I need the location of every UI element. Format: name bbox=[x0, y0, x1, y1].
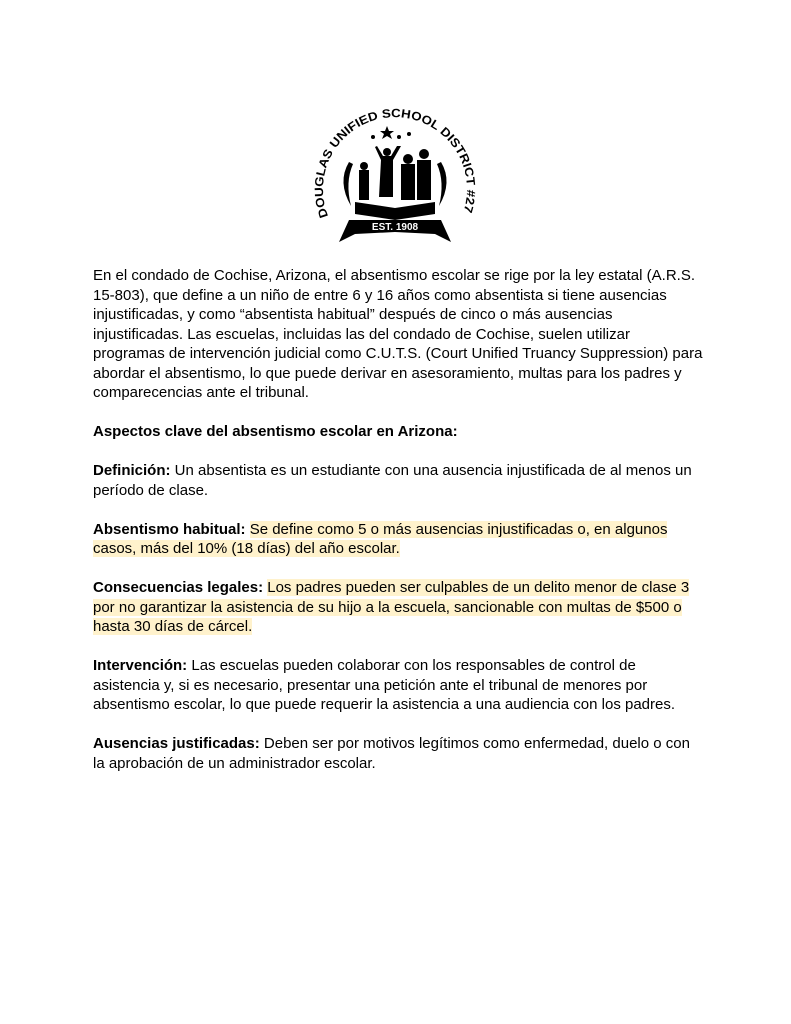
document-body bbox=[93, 266, 705, 793]
intro-paragraph: En el condado de Cochise, Arizona, el absentismo escolar se rige por la ley estatal (A.R.S. 15-803), que define a un niño de entre 6 y 16 años como absentista si tiene ausencias injustificadas, y como “absentista habitual” después de cinco o más ausencias injustificadas. Las escuelas, incluidas las del condado de Cochise, suelen utilizar programas de intervención judicial como C.U.T.S. (Court Unified Truancy Suppression) para abordar el absentismo, lo que puede derivar en asesoramiento, multas para los padres y comparecencias ante el tribunal. bbox=[93, 267, 703, 401]
item-text: Las escuelas pueden colaborar con los responsables de control de asistencia y, si es necesario, presentar una petición ante el tribunal de menores por absentismo escolar, lo que puede requerir la asistencia a una audiencia con los padres. bbox=[93, 657, 676, 713]
item-consecuencias-legales bbox=[93, 578, 705, 637]
district-logo bbox=[305, 88, 485, 256]
item-text: Deben ser por motivos legítimos como enfermedad, duelo o con la aprobación de un administrador escolar. bbox=[93, 735, 690, 772]
logo-banner-text: EST. 1908 bbox=[371, 222, 419, 233]
item-ausencias-justificadas bbox=[93, 734, 705, 773]
logo-arc-text: DOUGLAS UNIFIED SCHOOL DISTRICT #27 bbox=[311, 106, 479, 220]
item-term: Definición: bbox=[93, 462, 171, 479]
item-term: Ausencias justificadas: bbox=[93, 735, 260, 752]
item-term: Intervención: bbox=[93, 657, 188, 674]
item-intervencion bbox=[93, 656, 705, 715]
item-text: Un absentista es un estudiante con una ausencia injustificada de al menos un período de clase. bbox=[93, 462, 692, 499]
item-text-highlighted: Se define como 5 o más ausencias injustificadas o, en algunos casos, más del 10% (18 días) del año escolar. bbox=[93, 520, 668, 557]
item-absentismo-habitual bbox=[93, 520, 705, 559]
section-heading: Aspectos clave del absentismo escolar en Arizona: bbox=[93, 423, 458, 440]
item-term: Absentismo habitual: bbox=[93, 520, 246, 538]
item-term: Consecuencias legales: bbox=[93, 579, 264, 596]
logo-artwork bbox=[339, 126, 451, 242]
item-text-highlighted: Los padres pueden ser culpables de un delito menor de clase 3 por no garantizar la asistencia de su hijo a la escuela, sancionable con multas de $500 o hasta 30 días de cárcel. bbox=[93, 579, 690, 635]
item-definicion bbox=[93, 461, 705, 500]
